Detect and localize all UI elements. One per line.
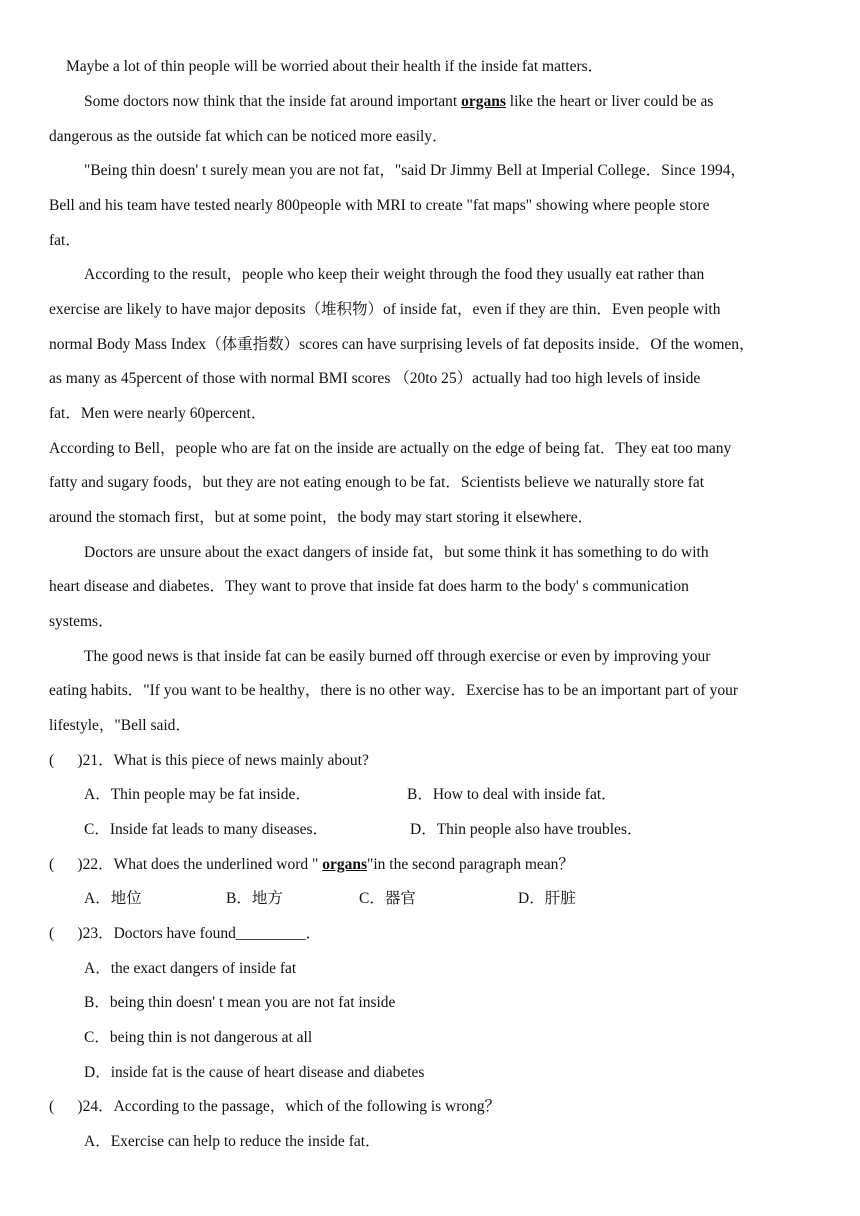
paragraph-6-line-2: heart disease and diabetes．They want to prove that inside fat does harm to the body' s communication (49, 578, 689, 595)
paragraph-2-text-b: like the heart or liver could be as (505, 93, 714, 110)
question-22-option-b: B．地方 (226, 890, 283, 907)
paragraph-3-line-3: fat． (49, 232, 81, 249)
paragraph-4-line-1: According to the result，people who keep their weight through the food they usually eat rather than (84, 266, 705, 283)
paragraph-3-line-1: "Being thin doesn' t surely mean you are not fat，"said Dr Jimmy Bell at Imperial College．Since 1994， (84, 162, 747, 179)
question-23-option-b: B．being thin doesn' t mean you are not fat inside (84, 994, 396, 1011)
paragraph-7-line-3: lifestyle，"Bell said． (49, 717, 191, 734)
question-22-option-c: C．器官 (359, 890, 416, 907)
question-22-option-d: D．肝脏 (518, 890, 576, 907)
question-21-option-c: C．Inside fat leads to many diseases． (84, 821, 329, 838)
paragraph-3-line-2: Bell and his team have tested nearly 800people with MRI to create "fat maps" showing where people store (49, 197, 710, 214)
question-23-option-c: C．being thin is not dangerous at all (84, 1029, 313, 1046)
question-22-stem-text-b: "in the second paragraph mean？ (367, 856, 574, 873)
paragraph-7-line-1: The good news is that inside fat can be easily burned off through exercise or even by improving your (84, 648, 711, 665)
question-23-option-a: A．the exact dangers of inside fat (84, 960, 297, 977)
question-22-option-a: A．地位 (84, 890, 142, 907)
paragraph-6-line-3: systems． (49, 613, 114, 630)
paragraph-2-line-2: dangerous as the outside fat which can be noticed more easily． (49, 128, 448, 145)
paragraph-4-line-4: as many as 45percent of those with normal BMI scores （20to 25）actually had too high levels of inside (49, 370, 701, 387)
underlined-word-organs: organs (461, 93, 506, 110)
paragraph-6-line-1: Doctors are unsure about the exact dangers of inside fat，but some think it has something to do with (84, 544, 709, 561)
paragraph-7-line-2: eating habits．"If you want to be healthy，there is no other way．Exercise has to be an important part of your (49, 682, 738, 699)
question-23-stem: ( )23．Doctors have found_________． (49, 925, 322, 942)
question-21-stem: ( )21．What is this piece of news mainly about? (49, 752, 369, 769)
paragraph-5-line-1: According to Bell，people who are fat on the inside are actually on the edge of being fat．They eat too many (49, 440, 732, 457)
question-23-option-d: D．inside fat is the cause of heart disease and diabetes (84, 1064, 425, 1081)
paragraph-4-line-5: fat．Men were nearly 60percent． (49, 405, 267, 422)
paragraph-5-line-3: around the stomach first，but at some point，the body may start storing it elsewhere． (49, 509, 594, 526)
question-24-stem: ( )24．According to the passage，which of the following is wrong？ (49, 1098, 501, 1115)
question-21-option-d: D．Thin people also have troubles． (410, 821, 643, 838)
question-22-stem-text-a: ( )22．What does the underlined word " (49, 856, 323, 873)
paragraph-2-line-1 (84, 92, 713, 112)
paragraph-2-text-a: Some doctors now think that the inside fat around important (84, 93, 462, 110)
question-24-option-a: A．Exercise can help to reduce the inside fat． (84, 1133, 381, 1150)
question-22-underlined-word: organs (322, 856, 367, 873)
paragraph-4-line-2: exercise are likely to have major deposits（堆积物）of inside fat，even if they are thin．Even people with (49, 301, 721, 318)
question-21-option-a: A．Thin people may be fat inside． (84, 786, 311, 803)
paragraph-4-line-3: normal Body Mass Index（体重指数）scores can have surprising levels of fat deposits inside．Of the women， (49, 336, 755, 353)
question-21-option-b: B．How to deal with inside fat． (407, 786, 617, 803)
paragraph-1: Maybe a lot of thin people will be worried about their health if the inside fat matters． (66, 58, 604, 75)
paragraph-5-line-2: fatty and sugary foods，but they are not eating enough to be fat．Scientists believe we naturally store fat (49, 474, 705, 491)
question-22-stem (49, 855, 574, 875)
